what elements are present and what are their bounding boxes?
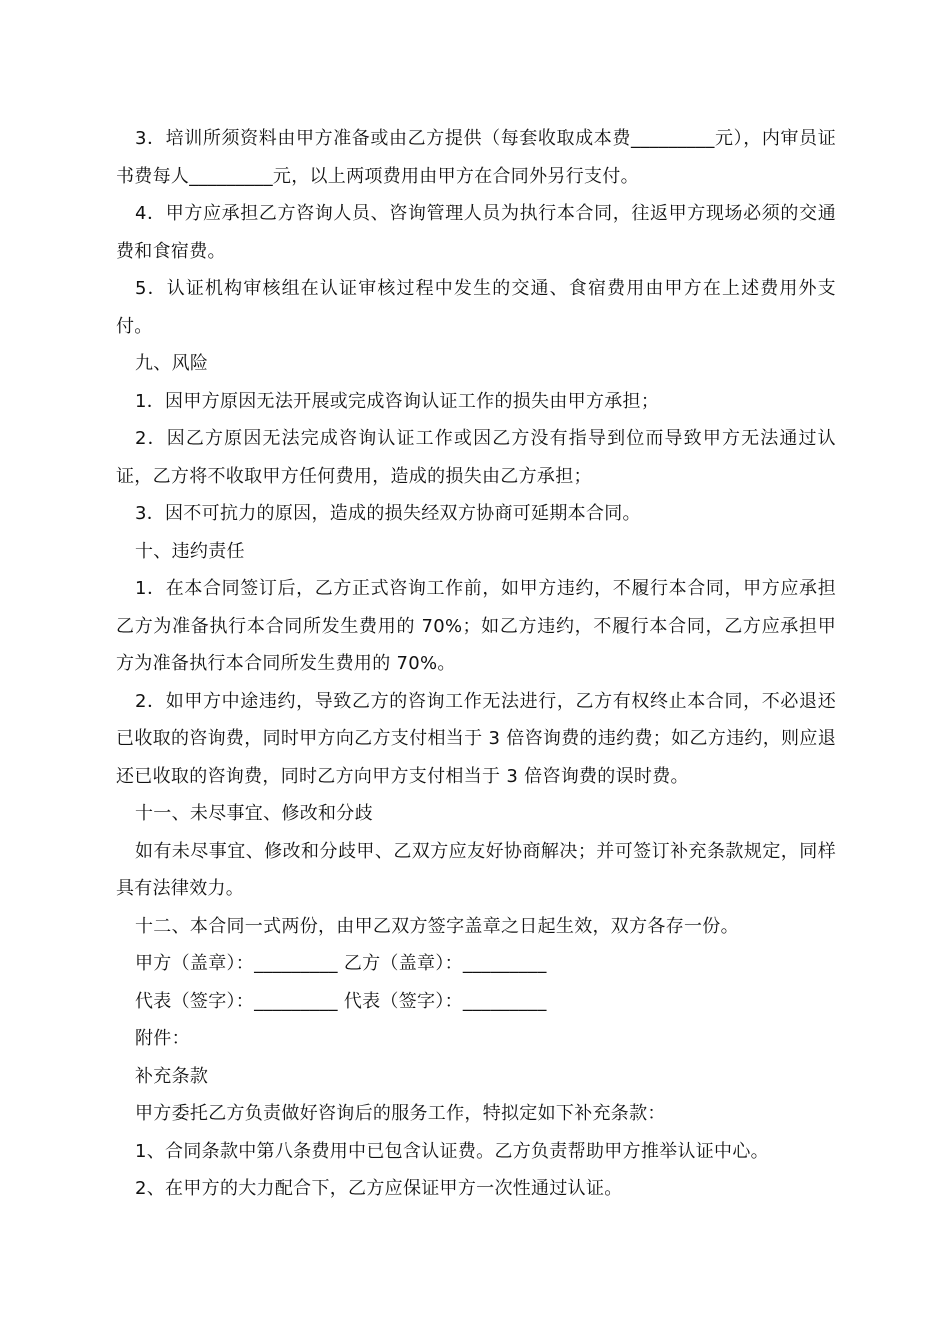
seal-line: 甲方（盖章）：_________ 乙方（盖章）：_________ (135, 953, 547, 974)
section-heading-risk: 九、风险 (135, 353, 209, 374)
supplementary-title: 补充条款 (135, 1065, 209, 1087)
clause-8-3: 3．培训所须资料由甲方准备或由乙方提供（每套收取成本费_________元），内审员证书费每人_________元，以上两项费用由甲方在合同外另行支付。 (116, 128, 836, 187)
document-body (116, 120, 836, 1208)
section-heading-misc: 十一、未尽事宜、修改和分歧 (135, 803, 373, 824)
signature-line: 代表（签字）：_________ 代表（签字）：_________ (135, 990, 547, 1012)
clause-9-3: 3．因不可抗力的原因，造成的损失经双方协商可延期本合同。 (135, 503, 641, 524)
clause-8-5: 5．认证机构审核组在认证审核过程中发生的交通、食宿费用由甲方在上述费用外支付。 (116, 278, 836, 337)
clause-9-2: 2．因乙方原因无法完成咨询认证工作或因乙方没有指导到位而导致甲方无法通过认证，乙方将不收取甲方任何费用，造成的损失由乙方承担； (116, 428, 836, 487)
clause-8-4: 4．甲方应承担乙方咨询人员、咨询管理人员为执行本合同，往返甲方现场必须的交通费和食宿费。 (116, 203, 836, 262)
clause-10-1: 1．在本合同签订后，乙方正式咨询工作前，如甲方违约，不履行本合同，甲方应承担乙方为准备执行本合同所发生费用的 70%；如乙方违约，不履行本合同，乙方应承担甲方为准备执行本合同所发生费用的 70%。 (116, 578, 836, 674)
clause-9-1: 1．因甲方原因无法开展或完成咨询认证工作的损失由甲方承担； (135, 390, 660, 412)
clause-11-body: 如有未尽事宜、修改和分歧甲、乙双方应友好协商解决；并可签订补充条款规定，同样具有法律效力。 (116, 840, 836, 899)
clause-12: 十二、本合同一式两份，由甲乙双方签字盖章之日起生效，双方各存一份。 (135, 915, 739, 937)
supplementary-intro: 甲方委托乙方负责做好咨询后的服务工作，特拟定如下补充条款： (135, 1103, 666, 1124)
supplementary-item-2: 2、在甲方的大力配合下，乙方应保证甲方一次性通过认证。 (135, 1178, 623, 1199)
section-heading-liability: 十、违约责任 (135, 540, 245, 562)
supplementary-item-1: 1、合同条款中第八条费用中已包含认证费。乙方负责帮助甲方推举认证中心。 (135, 1140, 769, 1162)
clause-10-2: 2．如甲方中途违约，导致乙方的咨询工作无法进行，乙方有权终止本合同，不必退还已收取的咨询费，同时甲方向乙方支付相当于 3 倍咨询费的违约费；如乙方违约，则应退还已收取的咨询费，同时乙方向甲方支付相当于 3 倍咨询费的误时费。 (116, 690, 836, 787)
attachment-label: 附件： (135, 1028, 190, 1049)
